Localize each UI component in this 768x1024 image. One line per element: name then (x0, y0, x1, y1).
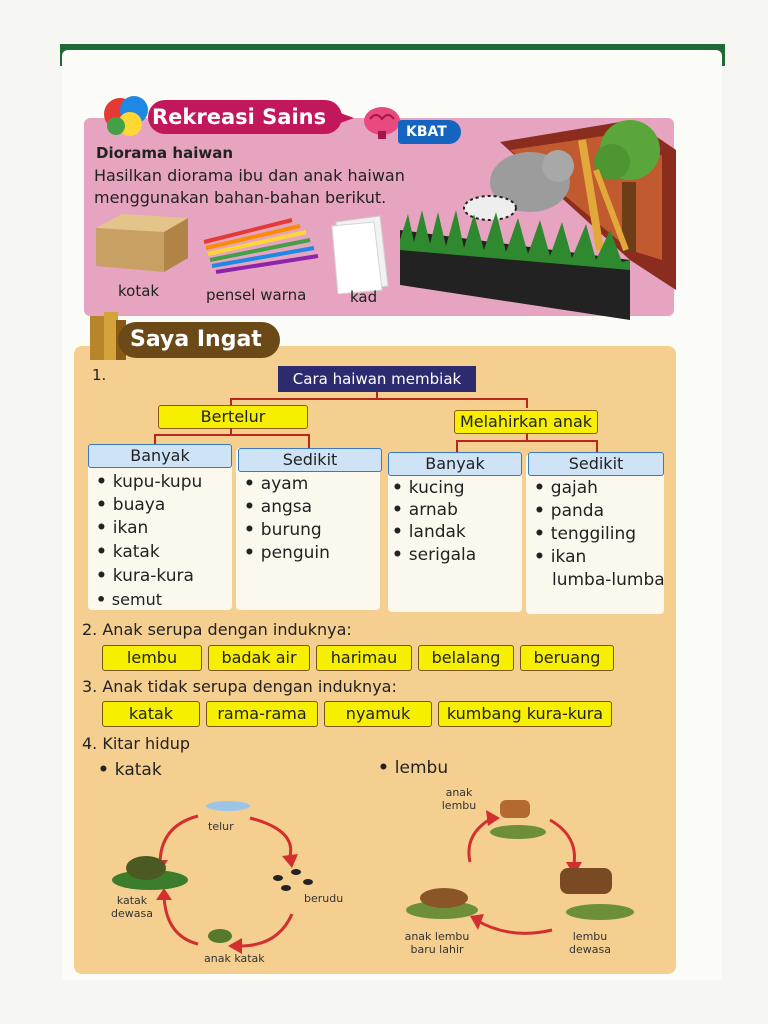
list-item: • kupu-kupu (96, 472, 202, 492)
stage-label: lembu dewasa (569, 930, 611, 956)
stage-label: anak lembu (441, 786, 477, 812)
list-item: • penguin (244, 543, 330, 563)
tree-connector (526, 398, 528, 408)
q2-pill: belalang (418, 645, 514, 671)
diorama-picture (400, 110, 678, 322)
q3-heading: 3. Anak tidak serupa dengan induknya: (82, 677, 397, 696)
list-item: • angsa (244, 497, 312, 517)
q2-heading: 2. Anak serupa dengan induknya: (82, 620, 352, 639)
stage-label: anak lembu baru lahir (404, 930, 470, 956)
tree-connector (230, 398, 526, 400)
kbat-badge: KBAT (398, 120, 461, 144)
arrow-right-icon (332, 108, 356, 128)
list-item: • ikan (534, 547, 586, 567)
list-item-continuation: lumba-lumba (552, 570, 665, 590)
branch-melahirkan: Melahirkan anak (454, 410, 598, 434)
list-item: • katak (96, 542, 160, 562)
q2-pill: beruang (520, 645, 614, 671)
tree-connector (154, 434, 310, 436)
q3-pill: katak (102, 701, 200, 727)
instruction-line-1: Hasilkan diorama ibu dan anak haiwan (94, 166, 405, 185)
q2-pill: harimau (316, 645, 412, 671)
list-item: • panda (534, 501, 604, 521)
saya-ingat-title: Saya Ingat (118, 322, 280, 358)
list-item: • kucing (392, 478, 465, 498)
cycle-left-label: • katak (98, 760, 162, 780)
q1-number: 1. (92, 366, 107, 384)
box-picture (92, 210, 192, 276)
material-box-label: kotak (118, 282, 160, 300)
brain-icon (362, 105, 402, 139)
list-item: • landak (392, 522, 466, 542)
stage-label: berudu (304, 892, 344, 905)
list-item: • kura-kura (96, 566, 194, 586)
stage-label: katak dewasa (111, 894, 153, 920)
cycle-right-label: • lembu (378, 758, 448, 778)
stage-label: anak katak (204, 952, 265, 965)
column-header: Sedikit (528, 452, 664, 476)
material-pencil-label: pensel warna (206, 286, 307, 304)
branch-bertelur: Bertelur (158, 405, 308, 429)
column-header: Banyak (88, 444, 232, 468)
q3-pill: nyamuk (324, 701, 432, 727)
tree-connector (456, 440, 458, 452)
list-item: • ikan (96, 518, 148, 538)
tree-connector (456, 440, 598, 442)
list-item: • ayam (244, 474, 308, 494)
colour-pencils-picture (196, 214, 322, 280)
q4-heading: 4. Kitar hidup (82, 734, 191, 753)
list-item: • semut (96, 590, 162, 609)
list-item: • gajah (534, 478, 598, 498)
list-item: • serigala (392, 545, 476, 565)
list-item: • arnab (392, 500, 458, 520)
rekreasi-title: Rekreasi Sains (148, 100, 342, 134)
tree-connector (308, 434, 310, 448)
column-header: Banyak (388, 452, 522, 476)
q2-pill: lembu (102, 645, 202, 671)
tree-root: Cara haiwan membiak (278, 366, 476, 392)
list-item: • tenggiling (534, 524, 636, 544)
card-picture (330, 214, 392, 294)
q3-pill: kumbang kura-kura (438, 701, 612, 727)
q2-pill: badak air (208, 645, 310, 671)
column-header: Sedikit (238, 448, 382, 472)
list-item: • buaya (96, 495, 165, 515)
q3-pill: rama-rama (206, 701, 318, 727)
instruction-line-2: menggunakan bahan-bahan berikut. (94, 188, 387, 207)
material-card-label: kad (350, 288, 378, 306)
stage-label: telur (208, 820, 234, 833)
diorama-heading: Diorama haiwan (96, 144, 233, 162)
list-item: • burung (244, 520, 322, 540)
